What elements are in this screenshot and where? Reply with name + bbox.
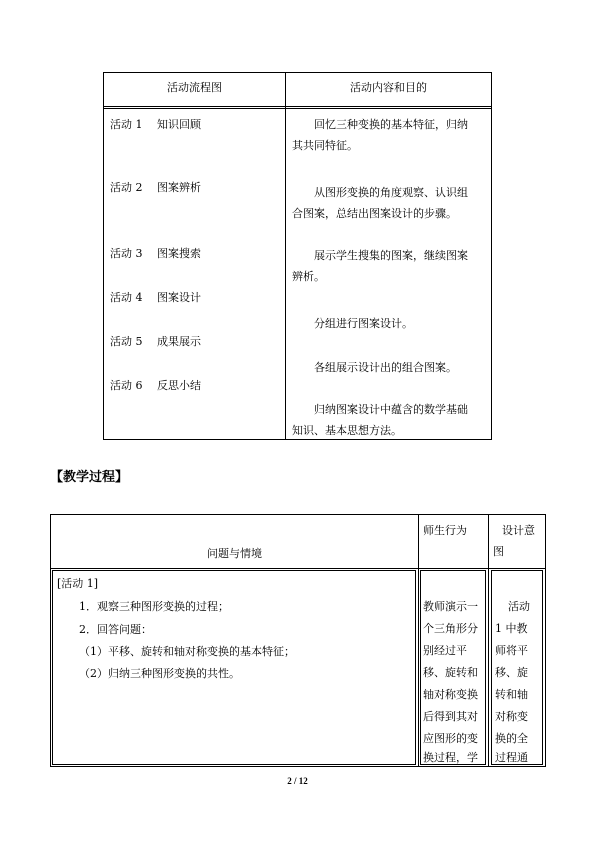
design-intent-line: 换的全 xyxy=(495,732,528,745)
activity-content-line: 回忆三种变换的基本特征，归纳 xyxy=(314,118,468,131)
teacher-behavior-line: 移、旋转和 xyxy=(423,666,478,679)
table1-header-content: 活动内容和目的 xyxy=(350,81,427,94)
table2-header-behavior: 师生行为 xyxy=(423,524,467,537)
design-intent-line: 对称变 xyxy=(495,710,528,723)
table2-header-intent: 图 xyxy=(493,545,504,558)
teacher-behavior-line: 别经过平 xyxy=(423,644,467,657)
activity-content-line: 合图案，总结出图案设计的步骤。 xyxy=(292,207,457,220)
design-intent-line: 师将平 xyxy=(495,644,528,657)
question-item: 1．观察三种图形变换的过程； xyxy=(79,600,229,613)
teacher-behavior-line: 换过程，学 xyxy=(423,751,478,764)
activity-content-line: 分组进行图案设计。 xyxy=(314,317,413,330)
activity-item: 活动 3 图案搜索 xyxy=(110,247,201,260)
activity-content-line: 知识、基本思想方法。 xyxy=(292,424,402,437)
teacher-behavior-line: 个三角形分 xyxy=(423,622,478,635)
design-intent-line: 1 中教 xyxy=(495,622,528,635)
activity-item: 活动 1 知识回顾 xyxy=(110,118,201,131)
teacher-behavior-line: 后得到其对 xyxy=(423,710,478,723)
section-heading: 【教学过程】 xyxy=(50,470,129,485)
activity-item: 活动 4 图案设计 xyxy=(110,291,201,304)
design-intent-line: 过程通 xyxy=(495,751,528,764)
table2-header-intent: 设计意 xyxy=(502,524,535,537)
teacher-behavior-line: 教师演示一 xyxy=(423,600,478,613)
teacher-behavior-line: 应图形的变 xyxy=(423,732,478,745)
question-item: 2．回答问题： xyxy=(79,623,152,636)
activity-item: 活动 2 图案辨析 xyxy=(110,181,201,194)
page-number: 2 / 12 xyxy=(287,776,308,786)
teacher-behavior-line: 轴对称变换 xyxy=(423,688,478,701)
question-item: （1）平移、旋转和轴对称变换的基本特征； xyxy=(79,645,295,658)
table2-header-question: 问题与情境 xyxy=(207,547,262,560)
activity-content-line: 归纳图案设计中蕴含的数学基础 xyxy=(314,403,468,416)
activity-tag: [活动 1] xyxy=(57,577,99,590)
activity-content-line: 辨析。 xyxy=(292,270,325,283)
design-intent-line: 移、旋 xyxy=(495,666,528,679)
activity-item: 活动 6 反思小结 xyxy=(110,379,201,392)
design-intent-line: 活动 xyxy=(508,600,530,613)
activity-content-line: 其共同特征。 xyxy=(292,139,358,152)
activity-item: 活动 5 成果展示 xyxy=(110,335,201,348)
design-intent-line: 转和轴 xyxy=(495,688,528,701)
activity-content-line: 展示学生搜集的图案，继续图案 xyxy=(314,249,468,262)
question-item: （2）归纳三种图形变换的共性。 xyxy=(79,667,240,680)
activity-content-line: 各组展示设计出的组合图案。 xyxy=(314,361,457,374)
table1-header-flow: 活动流程图 xyxy=(167,81,222,94)
activity-content-line: 从图形变换的角度观察、认识组 xyxy=(314,186,468,199)
